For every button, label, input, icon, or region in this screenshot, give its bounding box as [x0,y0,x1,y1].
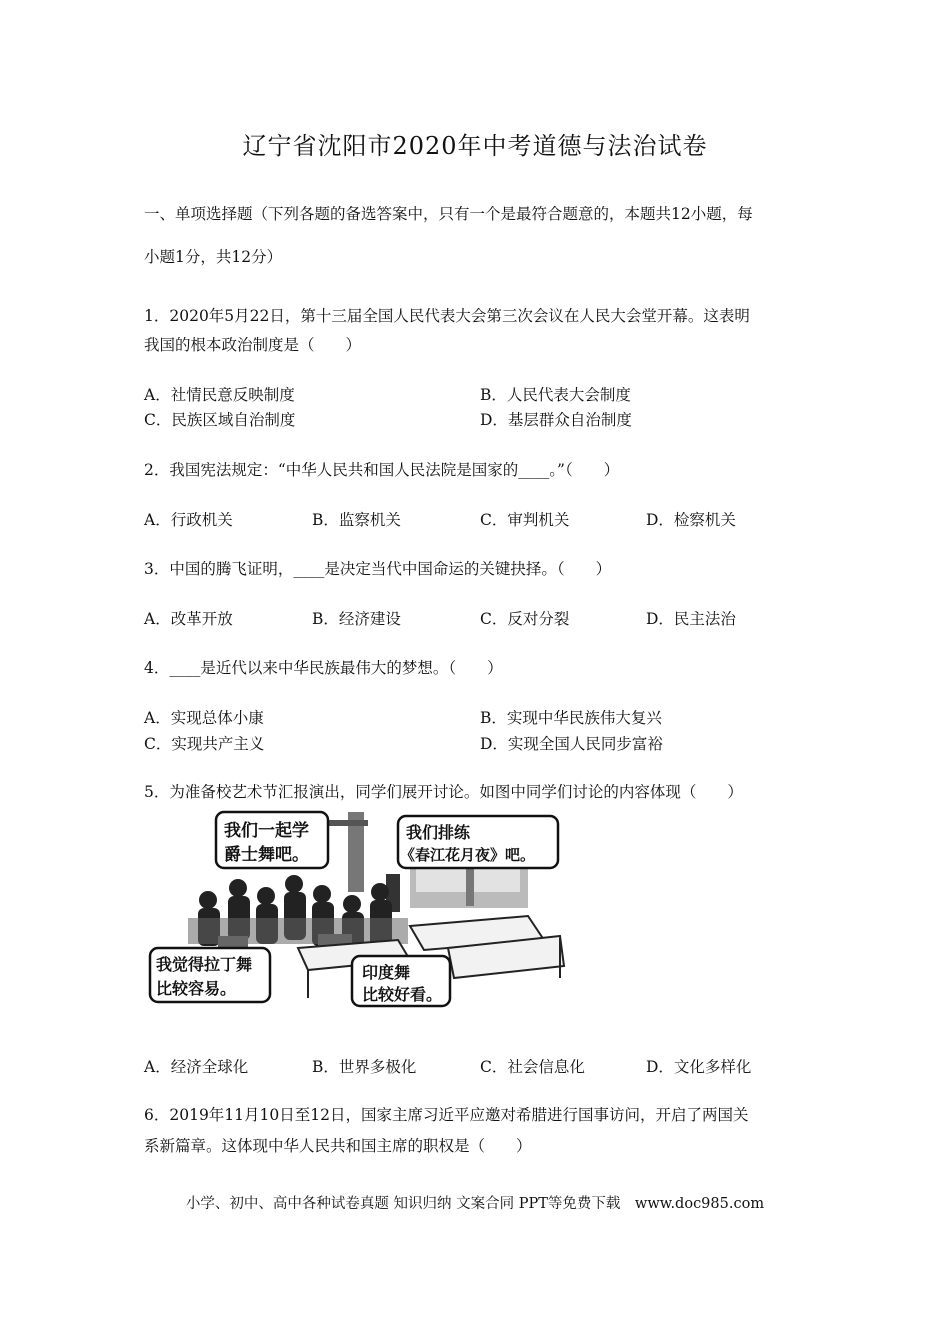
question-5-text: 5．为准备校艺术节汇报演出，同学们展开讨论。如图中同学们讨论的内容体现（ ） [144,783,743,801]
question-5-option-d: D．文化多样化 [646,1058,752,1076]
bubble-2-line1: 我们排练 [406,823,471,842]
question-3-option-b: B．经济建设 [312,610,401,628]
question-1-line2: 我国的根本政治制度是（ ） [144,336,362,354]
question-2-text: 2．我国宪法规定：“中华人民共和国人民法院是国家的____。”（ ） [144,461,620,479]
question-6-line1: 6．2019年11月10日至12日，国家主席习近平应邀对希腊进行国事访问，开启了两国关 [144,1106,749,1124]
bubble-4-line2: 比较好看。 [362,985,443,1004]
question-2-option-d: D．检察机关 [646,511,736,529]
question-2-option-b: B．监察机关 [312,511,401,529]
speech-bubble-chunjiang [398,816,558,868]
question-4-option-a: A．实现总体小康 [144,709,264,727]
bubble-4-line1: 印度舞 [362,963,411,982]
bubble-2-line2: 《春江花月夜》吧。 [400,846,536,864]
question-4-option-b: B．实现中华民族伟大复兴 [480,709,662,727]
discussion-illustration [148,808,566,1008]
speech-bubble-latin [150,948,270,1002]
question-1-option-c: C．民族区域自治制度 [144,411,296,429]
speech-bubble-indian [352,956,450,1006]
speech-bubble-jazz [216,812,328,868]
section-heading-line2: 小题1分，共12分） [144,248,283,266]
bubble-3-line1: 我觉得拉丁舞 [156,955,253,974]
question-4-option-c: C．实现共产主义 [144,735,265,753]
question-1-option-a: A．社情民意反映制度 [144,386,295,404]
question-4-text: 4．____是近代以来中华民族最伟大的梦想。（ ） [144,659,503,677]
question-1-option-d: D．基层群众自治制度 [480,411,632,429]
bubble-1-line1: 我们一起学 [224,821,309,841]
question-3-option-c: C．反对分裂 [480,610,570,628]
bubble-1-line2: 爵士舞吧。 [224,845,309,865]
question-2-option-a: A．行政机关 [144,511,233,529]
page-title: 辽宁省沈阳市2020年中考道德与法治试卷 [242,132,708,160]
question-3-option-d: D．民主法治 [646,610,736,628]
question-1-option-b: B．人民代表大会制度 [480,386,631,404]
question-5-option-b: B．世界多极化 [312,1058,417,1076]
page-footer: 小学、初中、高中各种试卷真题 知识归纳 文案合同 PPT等免费下载 www.doc985.com [185,1196,765,1212]
question-5-option-a: A．经济全球化 [144,1058,249,1076]
question-2-option-c: C．审判机关 [480,511,570,529]
question-6-line2: 系新篇章。这体现中华人民共和国主席的职权是（ ） [144,1137,532,1155]
question-4-option-d: D．实现全国人民同步富裕 [480,735,663,753]
question-5-option-c: C．社会信息化 [480,1058,585,1076]
question-3-option-a: A．改革开放 [144,610,233,628]
bubble-3-line2: 比较容易。 [156,979,237,998]
question-3-text: 3．中国的腾飞证明，____是决定当代中国命运的关键抉择。（ ） [144,560,612,578]
question-1-line1: 1．2020年5月22日，第十三届全国人民代表大会第三次会议在人民大会堂开幕。这表明 [144,307,750,325]
section-heading-line1: 一、单项选择题（下列各题的备选答案中，只有一个是最符合题意的，本题共12小题，每 [144,205,753,223]
